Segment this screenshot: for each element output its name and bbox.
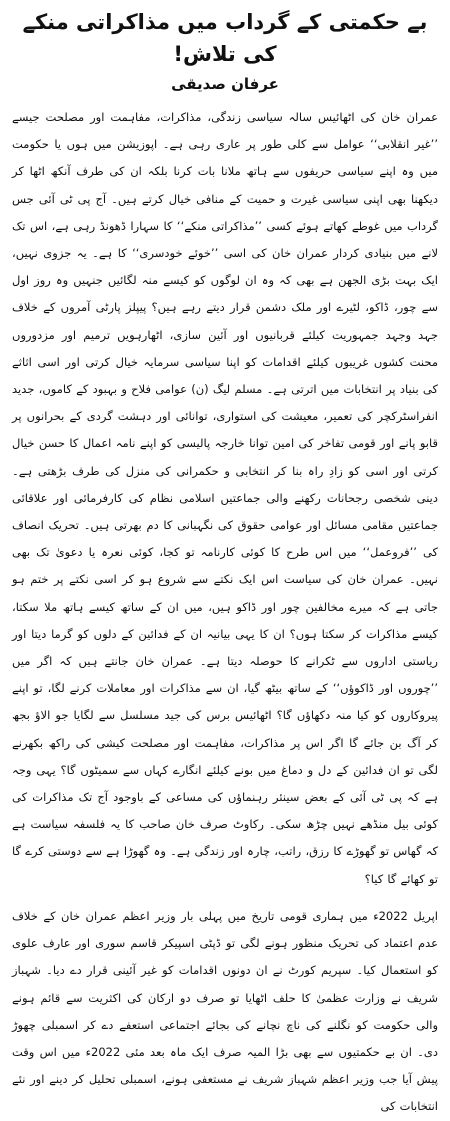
article-body bbox=[12, 104, 438, 1121]
author-byline: عرفان صدیقی bbox=[171, 75, 279, 93]
article-paragraph: اپریل 2022ء میں ہماری قومی تاریخ میں پہلی بار وزیر اعظم عمران خان کے خلاف عدم اعتماد کی تحریک منظور ہونے لگی تو ڈپٹی اسپیکر قاسم سوری اور عارف علوی کو استعمال کیا۔ سپریم کورٹ نے ان دونوں اقدامات کو غیر آئینی قرار دے دیا۔ شہباز شریف نے وزارت عظمیٰ کا حلف اٹھایا تو صرف دو ارکان کی اکثریت سے قائم ہونے والی حکومت کو نگلنے کی ناچ نچانے کی بجائے اجتماعی استعفے دے کر اسمبلی چھوڑ دی۔ ان بے حکمتیوں سے بھی بڑا المیہ صرف ایک ماہ بعد مئی 2022ء میں اس وقت پیش آیا جب وزیر اعظم شہباز شریف نے مستعفی ہونے، اسمبلی تحلیل کر دینے اور نئے انتخابات کی bbox=[12, 908, 438, 1114]
article-headline: بے حکمتی کے گرداب میں مذاکراتی منکے کی تلاش! bbox=[22, 10, 428, 66]
article-paragraph: عمران خان کی اٹھائیس سالہ سیاسی زندگی، مذاکرات، مفاہمت اور مصلحت جیسے ’’غیر انقلابی‘‘ عوامل سے کلی طور پر عاری رہی ہے۔ اپوزیشن میں ہوں یا حکومت میں وہ اپنے سیاسی حریفوں سے ہاتھ ملانا بات کرنا بلکہ ان کی طرف آنکھ اٹھا کر دیکھنا بھی اپنی سیاسی غیرت و حمیت کے منافی خیال کرتے ہیں۔ آج پی ٹی آئی جس گرداب میں غوطے کھاتے ہوئے کسی ’’مذاکراتی منکے‘‘ کا سہارا ڈھونڈ رہی ہے، اس تک لانے میں بنیادی کردار عمران خان کی اسی ’’خوئے خودسری‘‘ کا ہے۔ یہ جزوی نہیں، ایک بہت بڑی الجھن ہے بھی کہ وہ ان لوگوں کو کیسے منہ لگائیں جنہیں وہ روز اول سے چور، ڈاکو، لٹیرے اور ملک دشمن قرار دیتے رہے ہیں؟ پیپلز پارٹی آمروں کے خلاف جہد وجہد جمہوریت کیلئے قربانیوں اور آئین سازی، اٹھارہویں ترمیم اور مزدوروں محنت کشوں غریبوں کیلئے اقدامات کو اپنا سیاسی سرمایہ خیال کرتی اور اسی اثاثے کی بنیاد پر انتخابات میں اترتی ہے۔ مسلم لیگ (ن) عوامی فلاح و بہبود کے کاموں، جدید انفراسٹرکچر کی تعمیر، معیشت کی استواری، توانائی اور دہشت گردی کے بحرانوں پر قابو پانے اور قومی تفاخر کی امین توانا خارجہ پالیسی کو اپنے نامہ اعمال کا حسن خیال کرتی اور اسی کو زادِ راہ بنا کر انتخابی و حکمرانی کی منزل کی طرف بڑھتی ہے۔ دینی شخصی رجحانات رکھنے والی جماعتیں اسلامی نظام کی کارفرمائی اور علاقائی جماعتیں مقامی مسائل اور عوامی حقوق کی نگہبانی کا دم بھرتی ہیں۔ تحریک انصاف کی ’’فروعمل‘‘ میں اس طرح کا کوئی کارنامہ تو کجا، کوئی نعرہ یا دعویٰ تک بھی نہیں۔ عمران خان کی سیاست اس ایک نکتے سے شروع ہو کر اسی نکتے پر ختم ہو جاتی ہے کہ میرے مخالفین چور اور ڈاکو ہیں، میں ان کے ساتھ کیسے ہاتھ ملا سکتا، کیسے مذاکرات کر سکتا ہوں؟ ان کا یہی بیانیہ ان کے فدائین کے دلوں کو گرما دیتا اور ریاستی اداروں سے ٹکرانے کا حوصلہ دیتا ہے۔ عمران خان جانتے ہیں کہ اگر میں ’’چوروں اور ڈاکوؤں‘‘ کے ساتھ بیٹھ گیا، ان سے مذاکرات اور معاملات کرنے لگا، تو اپنے پیروکاروں کو کیا منہ دکھاؤں گا؟ اٹھائیس برس کی جید مسلسل سے لگایا جو الاؤ بجھ کر آگ بن جائے گا اگر اس پر مذاکرات، مفاہمت اور مصلحت کیشی کی راکھ بکھرنے لگی تو ان فدائین کے دل و دماغ میں بونے کیلئے انگارے کہاں سے سمیٹوں گا؟ یہی وجہ ہے کہ پی ٹی آئی کے بعض سینئر رہنماؤں کی مساعی کے باوجود آج تک مذاکرات کی کوئی بیل منڈھے نہیں چڑھ سکی۔ رکاوٹ صرف خان صاحب کا یہ فلسفہ سیاست ہے کہ گھاس تو گھوڑے کا رزق، راتب، چارہ اور زندگی ہے۔ وہ گھوڑا ہے سے دوستی کرے گا تو کھائے گا کیا؟ bbox=[12, 110, 438, 886]
